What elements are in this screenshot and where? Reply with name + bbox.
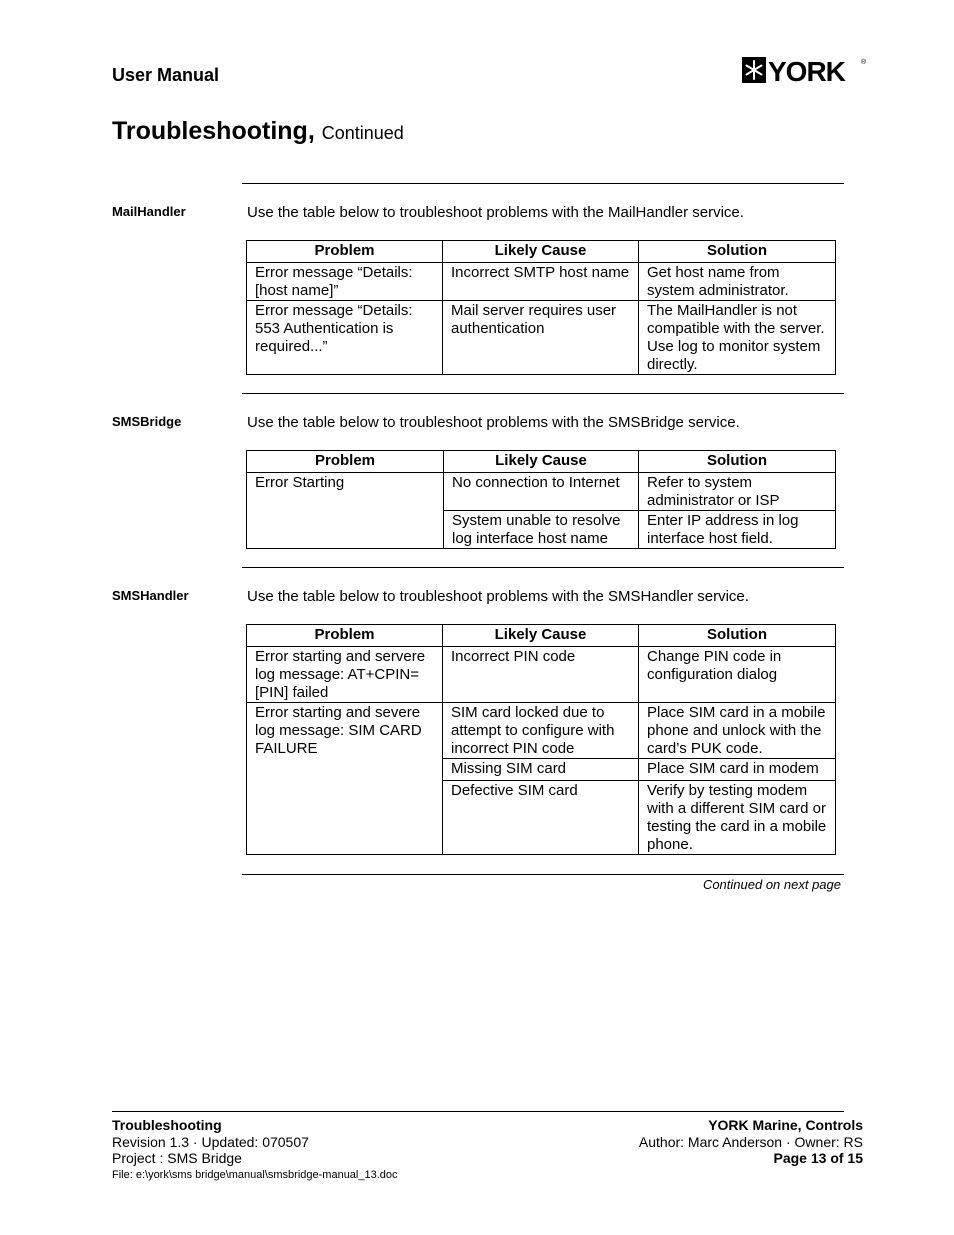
table-row xyxy=(247,647,836,703)
section-label-mailhandler: MailHandler xyxy=(112,204,186,219)
cell-problem: Error starting and severe log message: SIM CARD FAILURE xyxy=(247,703,443,855)
section-intro-smsbridge: Use the table below to troubleshoot problems with the SMSBridge service. xyxy=(247,414,740,431)
table-row xyxy=(247,263,836,301)
mailhandler-table xyxy=(246,240,836,375)
cell-problem: Error starting and servere log message: AT+CPIN=[PIN] failed xyxy=(247,647,443,703)
cell-solution: Place SIM card in a mobile phone and unlock with the card’s PUK code. xyxy=(639,703,836,759)
smsbridge-table xyxy=(246,450,836,549)
col-header-problem: Problem xyxy=(247,451,444,473)
col-header-solution: Solution xyxy=(639,241,836,263)
smshandler-table xyxy=(246,624,836,855)
continued-note: Continued on next page xyxy=(702,877,841,892)
svg-text:YORK: YORK xyxy=(768,56,845,84)
col-header-likely-cause: Likely Cause xyxy=(443,625,639,647)
col-header-solution: Solution xyxy=(639,625,836,647)
section-intro-mailhandler: Use the table below to troubleshoot problems with the MailHandler service. xyxy=(247,204,744,221)
cell-solution: Verify by testing modem with a different SIM card or testing the card in a mobile phone. xyxy=(639,781,836,855)
cell-cause: Defective SIM card xyxy=(443,781,639,855)
page-title xyxy=(112,117,404,146)
col-header-solution: Solution xyxy=(639,451,836,473)
cell-cause: System unable to resolve log interface host name xyxy=(444,511,639,549)
footer-author: Author: Marc Anderson · Owner: RS xyxy=(638,1133,863,1150)
col-header-problem: Problem xyxy=(247,241,443,263)
page-title-main: Troubleshooting, xyxy=(112,117,315,145)
footer-revision: Revision 1.3 · Updated: 070507 xyxy=(112,1133,309,1150)
table-row xyxy=(247,301,836,375)
col-header-likely-cause: Likely Cause xyxy=(443,241,639,263)
section-label-smshandler: SMSHandler xyxy=(112,588,189,603)
table-row xyxy=(247,703,836,759)
footer-section: Troubleshooting xyxy=(112,1117,222,1133)
col-header-likely-cause: Likely Cause xyxy=(444,451,639,473)
footer-right xyxy=(639,1117,863,1167)
table-header-row xyxy=(247,241,836,263)
cell-cause: SIM card locked due to attempt to configure with incorrect PIN code xyxy=(443,703,639,759)
section-label-smsbridge: SMSBridge xyxy=(112,414,182,429)
footer-file: File: e:\york\sms bridge\manual\smsbridge-manual_13.doc xyxy=(112,1168,398,1181)
col-header-problem: Problem xyxy=(247,625,443,647)
cell-cause: Incorrect PIN code xyxy=(443,647,639,703)
footer-project: Project : SMS Bridge xyxy=(112,1150,242,1166)
footer-page: Page 13 of 15 xyxy=(773,1150,863,1166)
york-logo-graphic xyxy=(742,56,866,84)
cell-solution: Place SIM card in modem xyxy=(639,759,836,781)
york-logo xyxy=(742,56,866,84)
svg-text:®: ® xyxy=(861,59,866,66)
cell-solution: Refer to system administrator or ISP xyxy=(639,473,836,511)
section-divider xyxy=(242,393,844,394)
cell-cause: Mail server requires user authentication xyxy=(443,301,639,375)
cell-problem: Error message “Details: 553 Authentication is required...” xyxy=(247,301,443,375)
table-header-row xyxy=(247,451,836,473)
cell-solution: Get host name from system administrator. xyxy=(639,263,836,301)
cell-problem: Error message “Details: [host name]” xyxy=(247,263,443,301)
cell-solution: The MailHandler is not compatible with the server. Use log to monitor system directly. xyxy=(639,301,836,375)
header-title: User Manual xyxy=(112,65,220,85)
page-title-suffix: Continued xyxy=(321,123,404,143)
section-divider xyxy=(242,567,844,568)
footer-left xyxy=(112,1117,398,1183)
cell-solution: Change PIN code in configuration dialog xyxy=(639,647,836,703)
cell-cause: Incorrect SMTP host name xyxy=(443,263,639,301)
table-header-row xyxy=(247,625,836,647)
table-row xyxy=(247,473,836,511)
section-divider xyxy=(242,183,844,184)
cell-cause: Missing SIM card xyxy=(443,759,639,781)
footer-company: YORK Marine, Controls xyxy=(708,1117,863,1133)
section-divider xyxy=(242,874,844,875)
cell-problem: Error Starting xyxy=(247,473,444,549)
section-intro-smshandler: Use the table below to troubleshoot problems with the SMSHandler service. xyxy=(247,588,749,605)
cell-cause: No connection to Internet xyxy=(444,473,639,511)
cell-solution: Enter IP address in log interface host field. xyxy=(639,511,836,549)
footer-divider xyxy=(112,1111,844,1112)
